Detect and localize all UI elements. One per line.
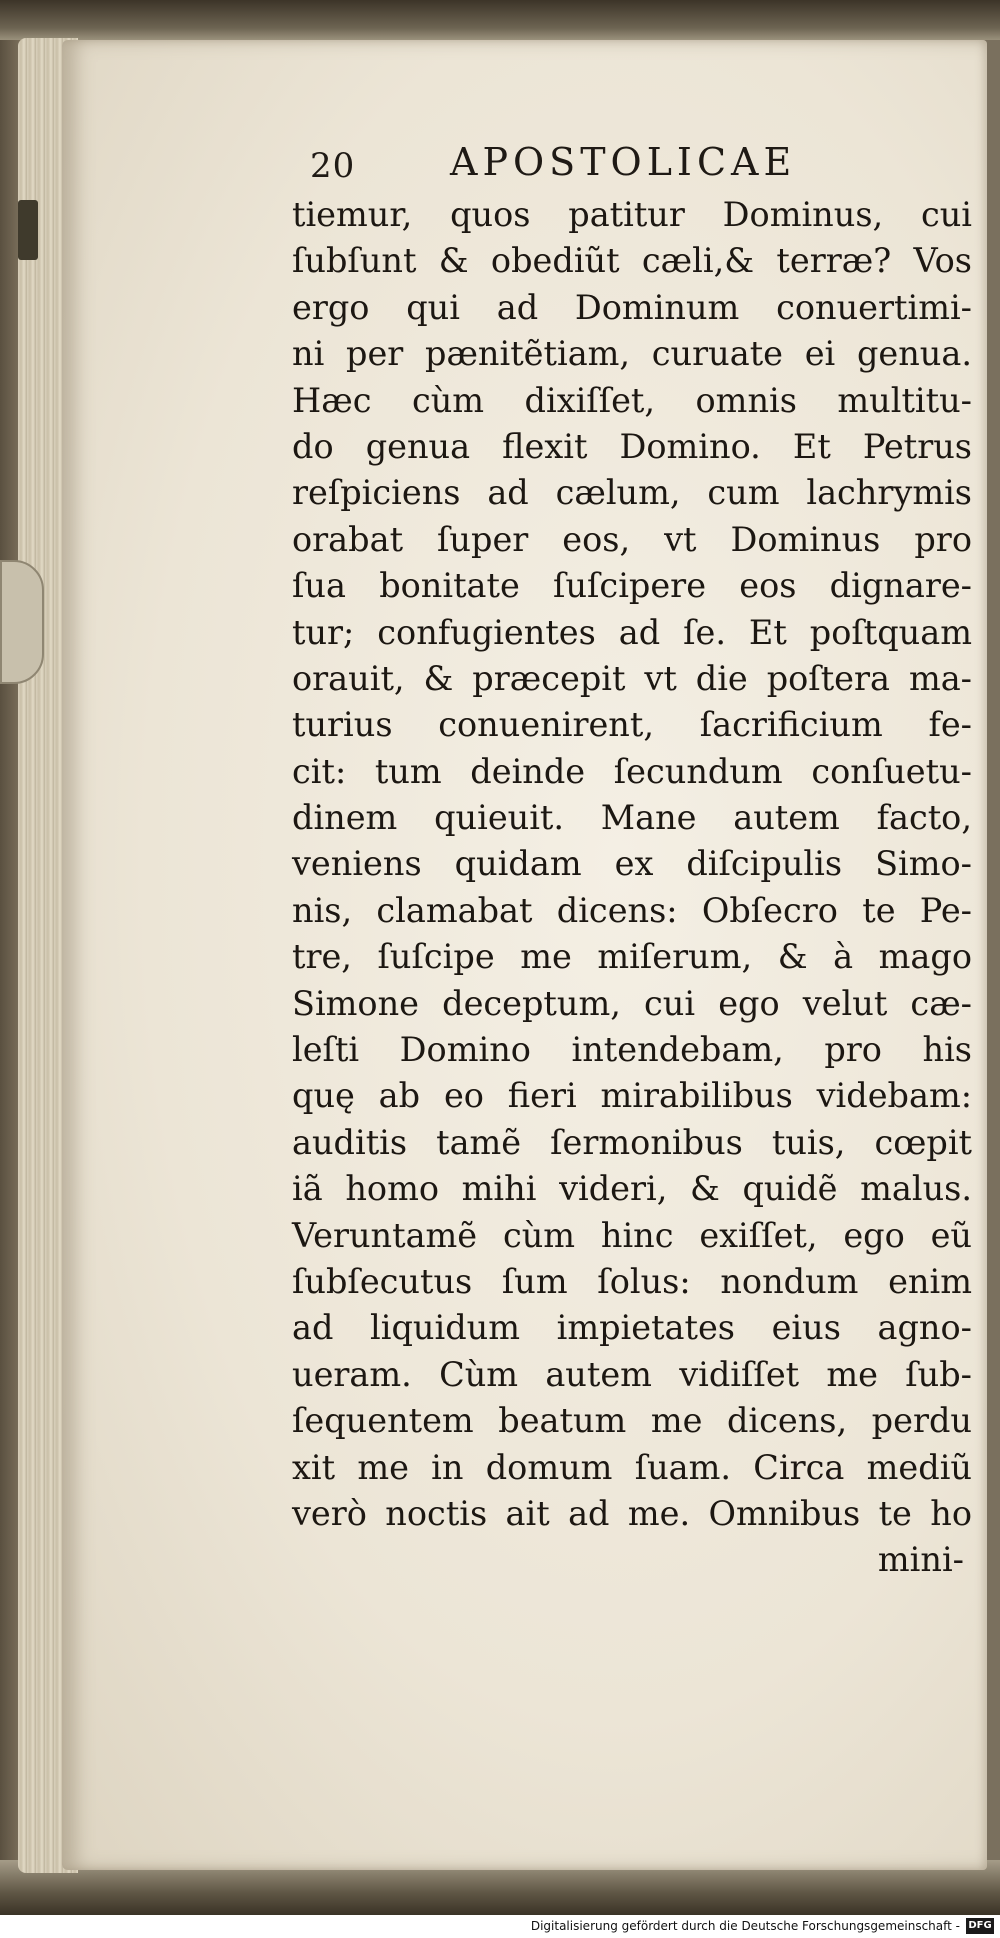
text-line: Veruntamẽ cùm hinc exiſſet, ego eũ xyxy=(292,1215,972,1255)
text-line: reſpiciens ad cælum, cum lachrymis xyxy=(292,473,972,513)
text-line: tre, ſuſcipe me miſerum, & à mago xyxy=(292,937,972,977)
page-number: 20 xyxy=(310,146,356,186)
text-line: iã homo mihi videri, & quidẽ malus. xyxy=(292,1169,972,1209)
text-line: cit: tum deinde ſecundum conſuetu- xyxy=(292,751,972,791)
clasp-tab xyxy=(0,560,44,684)
text-line: tiemur, quos patitur Dominus, cui xyxy=(292,195,972,234)
text-line: ad liquidum impietates eius agno- xyxy=(292,1308,972,1348)
dfg-logo: DFG xyxy=(966,1918,994,1934)
text-line: dinem quieuit. Mane autem facto, xyxy=(292,798,972,838)
text-line: quę ab eo fieri mirabilibus videbam: xyxy=(292,1076,972,1116)
text-line: orabat ſuper eos, vt Dominus pro xyxy=(292,519,972,559)
text-line: ſequentem beatum me dicens, perdu xyxy=(292,1401,972,1441)
text-line: xit me in domum ſuam. Circa mediũ xyxy=(292,1447,972,1487)
text-line: ſubſecutus ſum ſolus: nondum enim xyxy=(292,1261,972,1301)
text-line: ni per pænitẽtiam, curuate ei genua. xyxy=(292,334,972,374)
text-line: ſubſunt & obediũt cæli,& terræ? Vos xyxy=(292,241,972,281)
text-line: turius conuenirent, ſacrificium fe- xyxy=(292,705,972,745)
text-line: do genua flexit Domino. Et Petrus xyxy=(292,426,972,466)
digitization-footer xyxy=(0,1915,1000,1938)
text-line: nis, clamabat dicens: Obſecro te Pe- xyxy=(292,890,972,930)
footer-credit: Digitalisierung gefördert durch die Deutsche Forschungsgemeinschaft - xyxy=(530,1919,960,1933)
text-line: veniens quidam ex diſcipulis Simo- xyxy=(292,844,972,884)
body-text xyxy=(292,192,972,1584)
text-line: Simone deceptum, cui ego velut cæ- xyxy=(292,983,972,1023)
text-line: leſti Domino intendebam, pro his xyxy=(292,1030,972,1070)
text-line: verò noctis ait ad me. Omnibus te ho xyxy=(292,1493,972,1533)
text-line: ueram. Cùm autem vidiſſet me ſub- xyxy=(292,1354,972,1394)
text-line: tur; confugientes ad ſe. Et poſtquam xyxy=(292,612,972,652)
running-head: APOSTOLICAE xyxy=(450,140,797,184)
text-line: ſua bonitate ſuſcipere eos dignare- xyxy=(292,566,972,606)
clasp xyxy=(18,200,38,260)
text-line: ergo qui ad Dominum conuertimi- xyxy=(292,287,972,327)
page-header xyxy=(310,140,850,190)
catchword: mini- xyxy=(877,1540,964,1580)
text-line: Hæc cùm dixiſſet, omnis multitu- xyxy=(292,380,972,420)
binding-top-edge xyxy=(0,0,1000,40)
text-line: auditis tamẽ ſermonibus tuis, cœpit xyxy=(292,1122,972,1162)
text-line: orauit, & præcepit vt die poſtera ma- xyxy=(292,658,972,698)
